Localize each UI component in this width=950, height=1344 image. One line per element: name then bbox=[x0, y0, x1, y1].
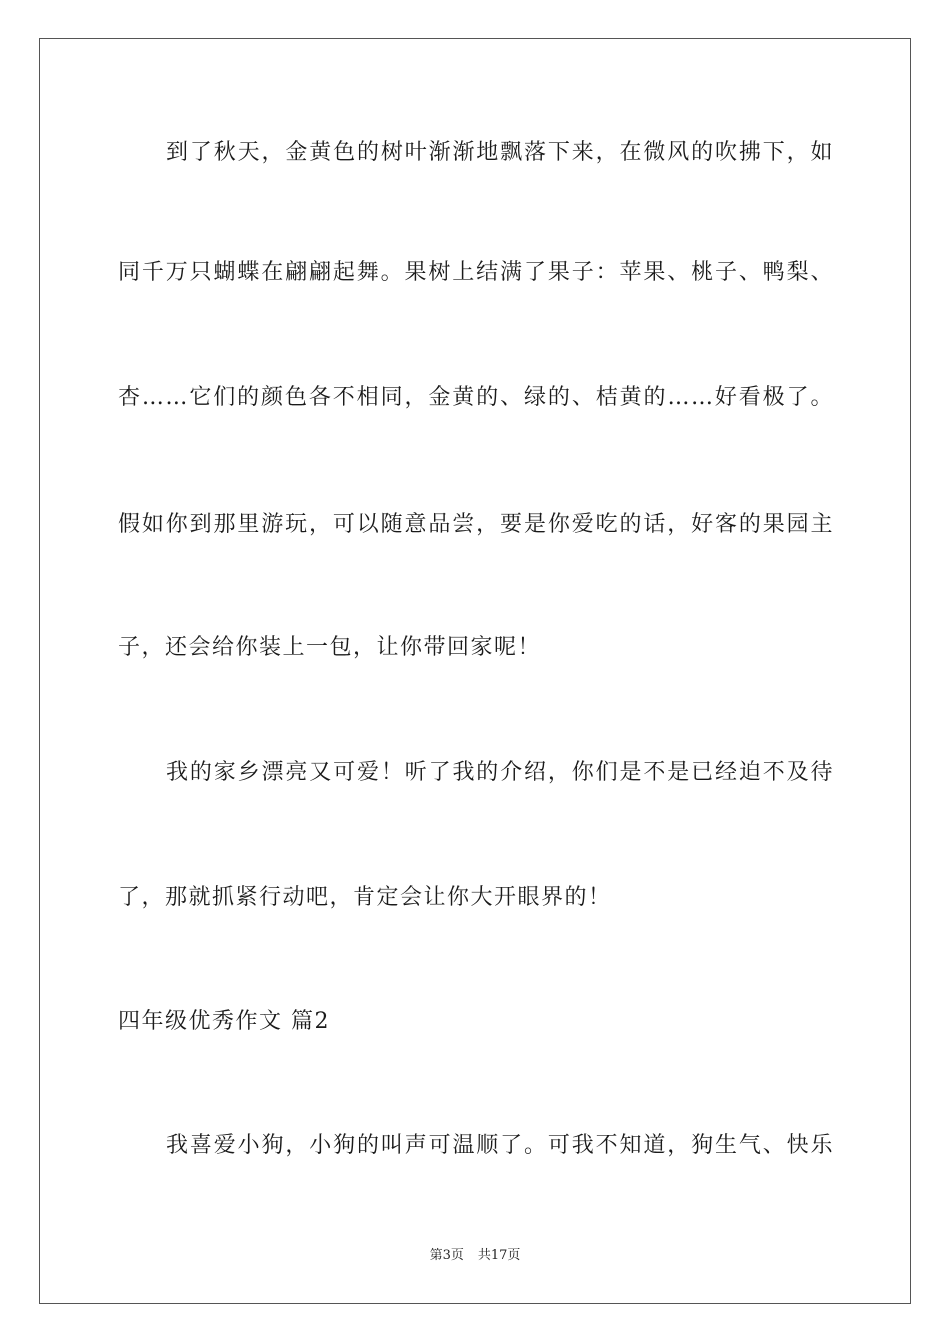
paragraph-line: 到了秋天，金黄色的树叶渐渐地飘落下来，在微风的吹拂下，如 bbox=[166, 140, 834, 165]
page-number: 第3页 bbox=[429, 1248, 464, 1263]
paragraph-line: 了，那就抓紧行动吧，肯定会让你大开眼界的！ bbox=[118, 885, 612, 910]
paragraph-line: 假如你到那里游玩，可以随意品尝，要是你爱吃的话，好客的果园主 bbox=[118, 512, 834, 537]
page-footer bbox=[0, 1247, 950, 1265]
page-border bbox=[39, 38, 911, 1304]
paragraph-line: 杏……它们的颜色各不相同，金黄的、绿的、桔黄的……好看极了。 bbox=[118, 385, 834, 410]
paragraph-line: 我的家乡漂亮又可爱！听了我的介绍，你们是不是已经迫不及待 bbox=[166, 760, 834, 785]
paragraph-line: 同千万只蝴蝶在翩翩起舞。果树上结满了果子：苹果、桃子、鸭梨、 bbox=[118, 260, 834, 285]
section-heading: 四年级优秀作文 篇2 bbox=[118, 1009, 330, 1034]
page-total: 共17页 bbox=[477, 1248, 521, 1263]
paragraph-line: 子，还会给你装上一包，让你带回家呢！ bbox=[118, 635, 542, 660]
paragraph-line: 我喜爱小狗，小狗的叫声可温顺了。可我不知道，狗生气、快乐 bbox=[166, 1133, 834, 1158]
